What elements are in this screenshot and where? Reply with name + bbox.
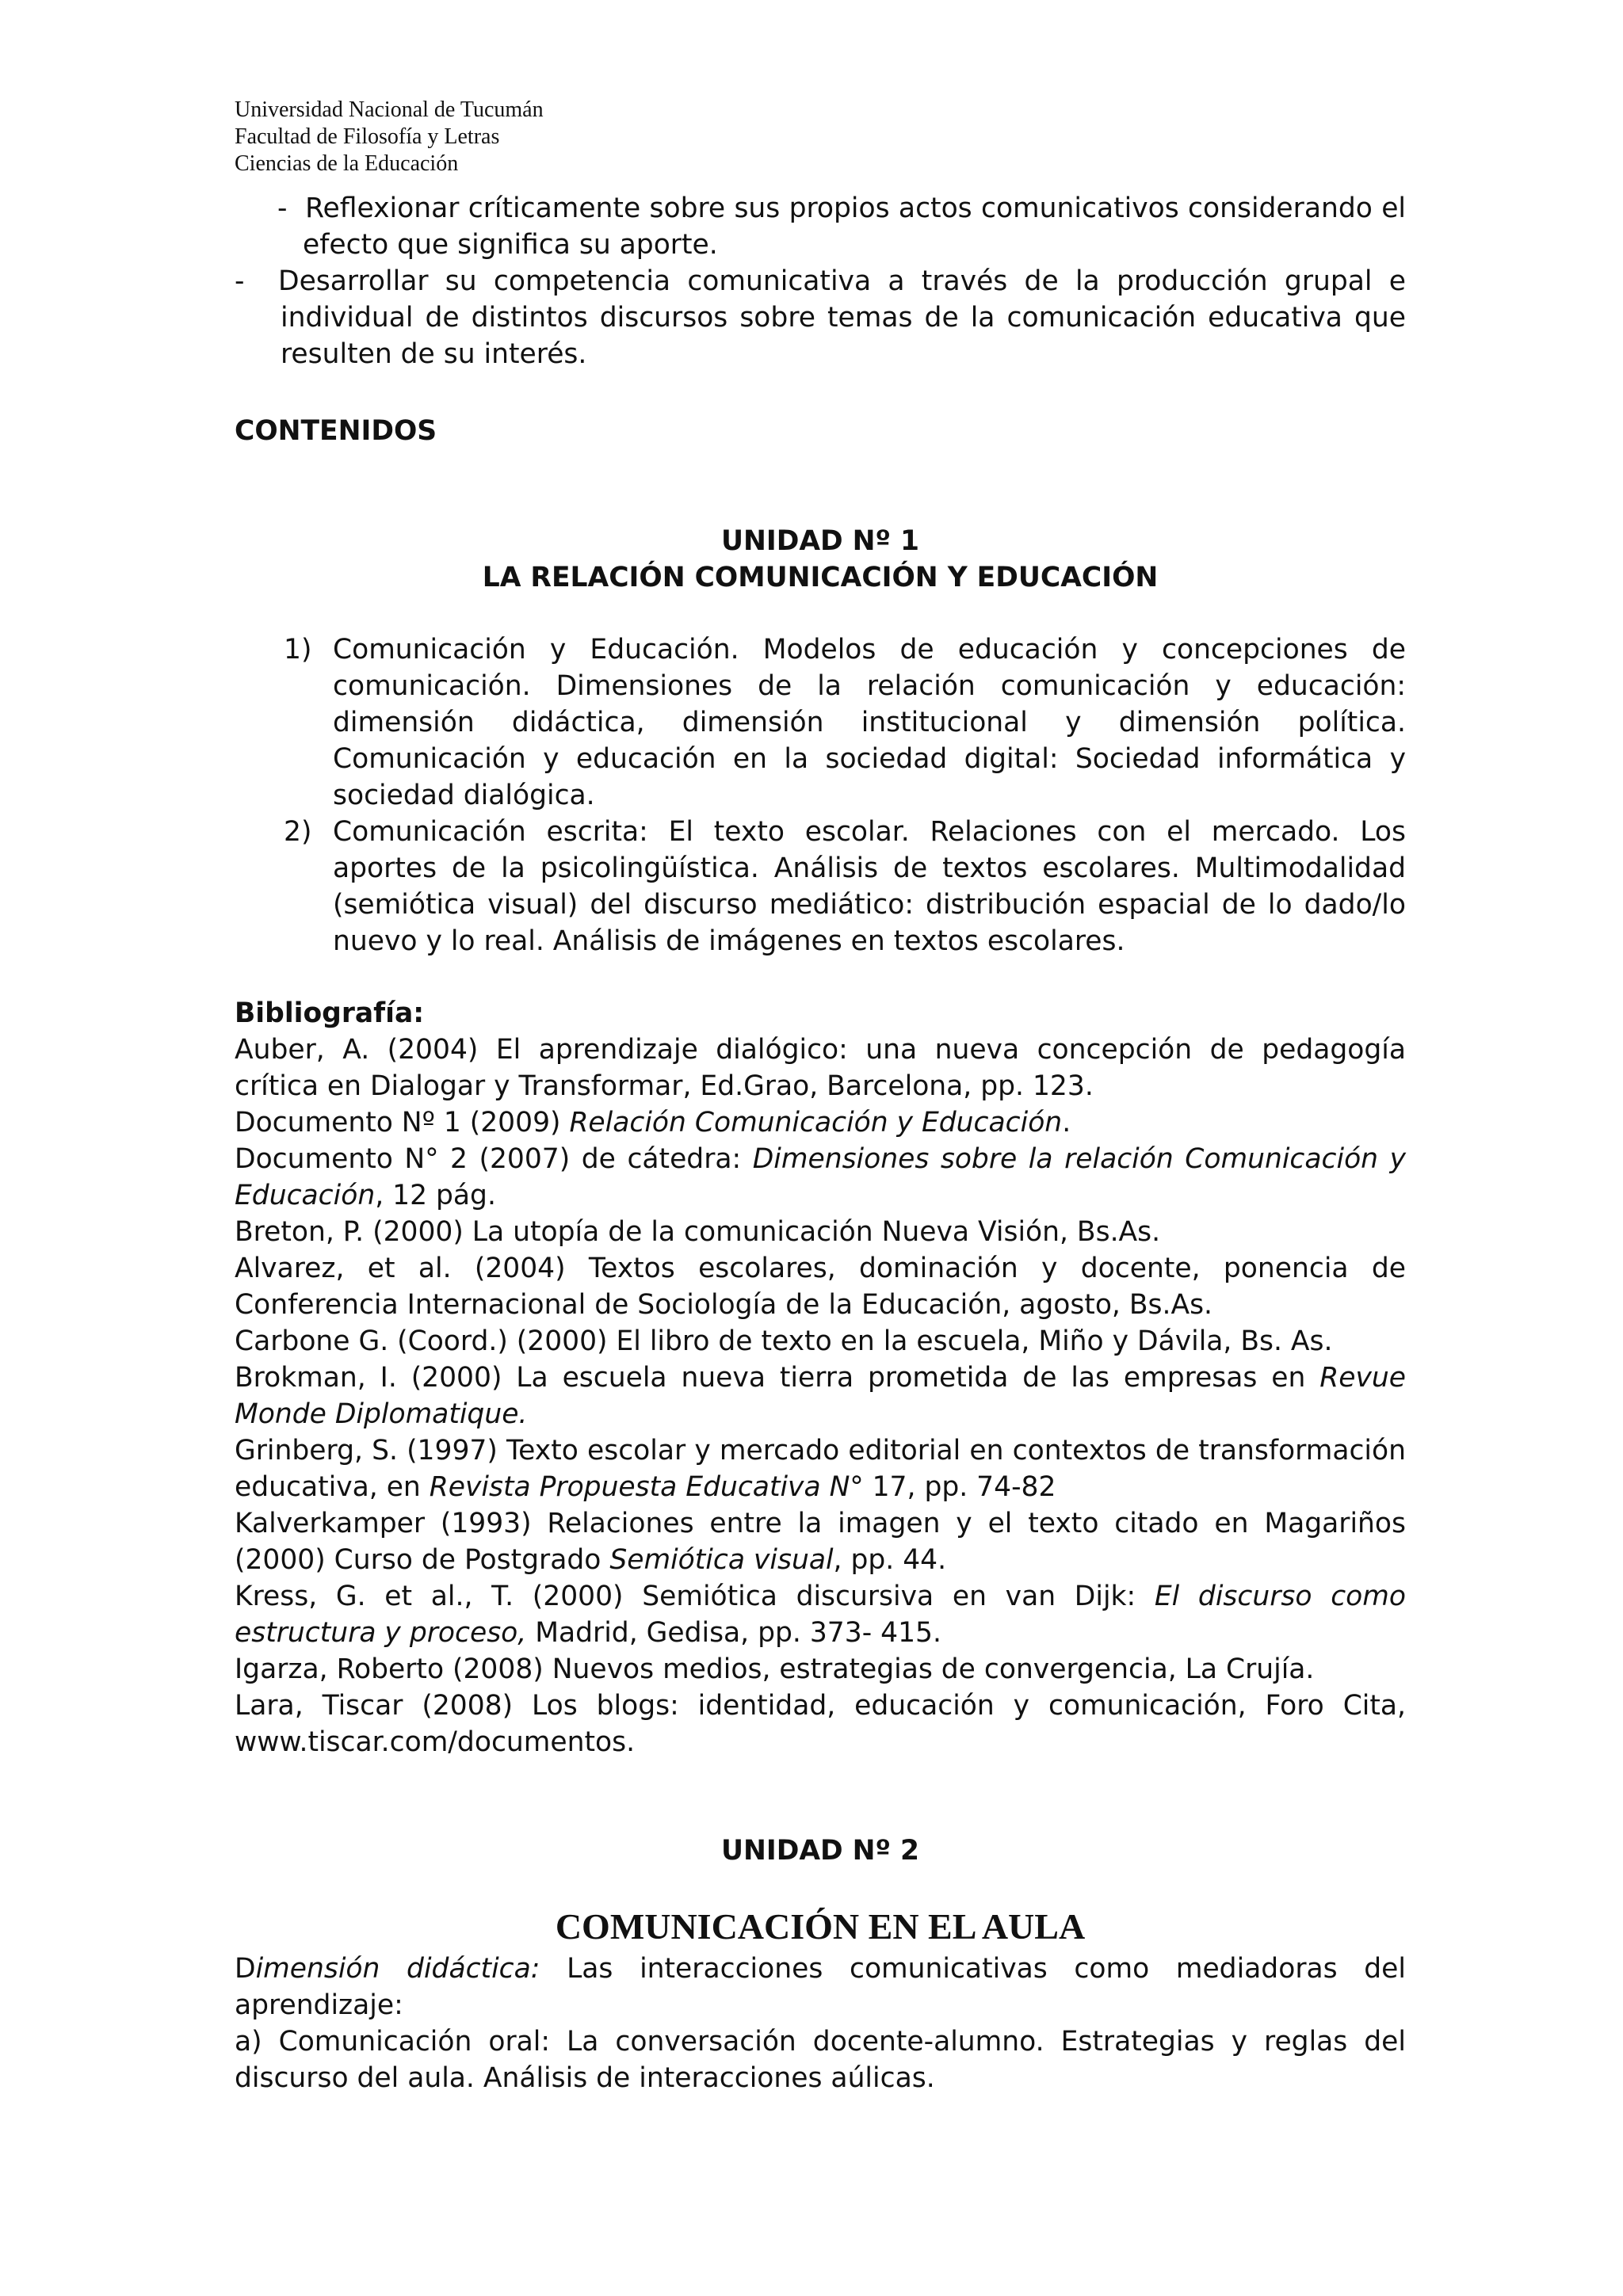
bibliography-list — [235, 1032, 1406, 1760]
unit1-title: LA RELACIÓN COMUNICACIÓN Y EDUCACIÓN — [482, 562, 1159, 593]
entry-suffix: , pp. 44. — [833, 1544, 947, 1576]
bibliography-entry — [235, 1360, 1406, 1432]
unit1-items — [235, 631, 1406, 959]
entry-text: Brokman, I. (2000) La escuela nueva tierra prometida de las empresas en — [235, 1362, 1320, 1394]
unit1-item-text: Comunicación y Educación. Modelos de educación y concepciones de comunicación. Dimensiones de la relación comunicación y educación: dimensión didáctica, dimensión institucional y dimensión política. Comunicación y educación en la sociedad digital: Sociedad informática y sociedad dialógica. — [333, 634, 1406, 811]
unit1-item — [235, 631, 1406, 814]
entry-text: Lara, Tiscar (2008) Los blogs: identidad, educación y comunicación, Foro Cita, www.tiscar.com/documentos. — [235, 1690, 1406, 1758]
entry-italic: Dimensiones sobre la relación Comunicación y Educación — [235, 1143, 1407, 1211]
bibliography-entry — [235, 1032, 1406, 1104]
dimension-text: Las interacciones comunicativas como mediadoras del aprendizaje: — [235, 1953, 1406, 2021]
bibliography-entry — [235, 1432, 1406, 1505]
entry-italic: Revue Monde Diplomatique. — [235, 1362, 1406, 1430]
unit1-heading — [235, 523, 1406, 596]
objective-text: Desarrollar su competencia comunicativa a través de la producción grupal e individual de distintos discursos sobre temas de la comunicación educativa que resulten de su interés. — [278, 265, 1406, 370]
header-university: Universidad Nacional de Tucumán — [235, 97, 544, 122]
entry-text: Kalverkamper (1993) Relaciones entre la imagen y el texto citado en Magariños (2000) Curso de Postgrado — [235, 1508, 1406, 1576]
bibliography-heading: Bibliografía: — [235, 997, 425, 1029]
entry-text: Alvarez, et al. (2004) Textos escolares, dominación y docente, ponencia de Conferencia Internacional de Sociología de la Educación, agosto, Bs.As. — [235, 1253, 1406, 1321]
dimension-paragraph — [235, 1951, 1406, 2023]
entry-text: Auber, A. (2004) El aprendizaje dialógico: una nueva concepción de pedagogía crítica en Dialogar y Transformar, Ed.Grao, Barcelona, pp. 123. — [235, 1034, 1406, 1102]
unit1-item-text: Comunicación escrita: El texto escolar. Relaciones con el mercado. Los aportes de la psicolingüística. Análisis de textos escolares. Multimodalidad (semiótica visual) del discurso mediático: distribución espacial de lo dado/lo nuevo y lo real. Análisis de imágenes en textos escolares. — [333, 816, 1406, 957]
dimension-label: imensión didáctica: — [255, 1953, 540, 1985]
entry-text: Carbone G. (Coord.) (2000) El libro de texto en la escuela, Miño y Dávila, Bs. As. — [235, 1325, 1333, 1357]
entry-text: Breton, P. (2000) La utopía de la comunicación Nueva Visión, Bs.As. — [235, 1216, 1161, 1248]
unit1-item — [235, 814, 1406, 959]
unit1-item-number: 2) — [284, 816, 312, 848]
entry-suffix: . — [1062, 1107, 1071, 1138]
entry-suffix: 17, pp. 74-82 — [863, 1471, 1056, 1503]
objectives-list — [235, 190, 1406, 372]
header-department: Ciencias de la Educación — [235, 151, 459, 176]
page-header — [235, 97, 544, 177]
entry-italic: Relación Comunicación y Educación — [569, 1107, 1063, 1138]
dimension-initial: D — [235, 1953, 256, 1985]
bibliography-entry — [235, 1505, 1406, 1578]
unit2-title: COMUNICACIÓN EN EL AULA — [555, 1906, 1086, 1947]
unit2-number: UNIDAD Nº 2 — [720, 1835, 920, 1867]
entry-suffix: Madrid, Gedisa, pp. 373- 415. — [526, 1617, 941, 1649]
bibliography-entry — [235, 1250, 1406, 1323]
unit1-item-number: 1) — [284, 634, 312, 666]
bibliography-entry — [235, 1141, 1406, 1214]
entry-text: Documento Nº 1 (2009) — [235, 1107, 570, 1138]
entry-text: Kress, G. et al., T. (2000) Semiótica discursiva en van Dijk: — [235, 1581, 1155, 1612]
entry-italic: El discurso como estructura y proceso, — [235, 1581, 1406, 1649]
bibliography-entry — [235, 1104, 1406, 1141]
entry-text: Documento N° 2 (2007) de cátedra: — [235, 1143, 753, 1175]
header-faculty: Facultad de Filosofía y Letras — [235, 124, 500, 149]
bibliography-entry — [235, 1323, 1406, 1360]
bibliography-entry — [235, 1688, 1406, 1760]
entry-text: Igarza, Roberto (2008) Nuevos medios, estrategias de convergencia, La Crujía. — [235, 1653, 1315, 1685]
entry-italic: Revista Propuesta Educativa N° — [429, 1471, 864, 1503]
bibliography-entry — [235, 1578, 1406, 1651]
bibliography-entry — [235, 1214, 1406, 1250]
entry-suffix: , 12 pág. — [375, 1180, 496, 1211]
bibliography-entry — [235, 1651, 1406, 1688]
objective-item — [235, 263, 1406, 372]
objective-item — [235, 190, 1406, 263]
unit1-number: UNIDAD Nº 1 — [720, 525, 920, 557]
objective-dash: - — [235, 265, 245, 297]
unit2-item-a: a) Comunicación oral: La conversación docente-alumno. Estrategias y reglas del discurso del aula. Análisis de interacciones aúlicas. — [235, 2026, 1406, 2094]
entry-italic: Semiótica visual — [609, 1544, 834, 1576]
objective-text: Reflexionar críticamente sobre sus propios actos comunicativos considerando el efecto que significa su aporte. — [303, 193, 1407, 261]
unit2-body — [235, 1951, 1406, 2096]
entry-text: Grinberg, S. (1997) Texto escolar y mercado editorial en contextos de transformación educativa, en — [235, 1435, 1406, 1503]
objective-dash: - — [277, 193, 288, 224]
contenidos-heading: CONTENIDOS — [235, 415, 437, 447]
